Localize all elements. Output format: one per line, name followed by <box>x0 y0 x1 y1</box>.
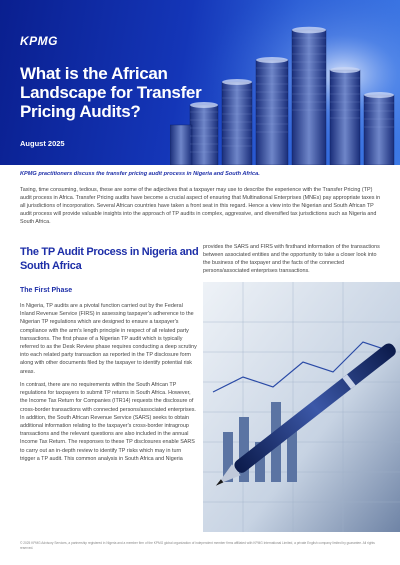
kpmg-logo: KPMG <box>20 34 58 48</box>
title-line-1: What is the African <box>20 64 168 83</box>
page-title <box>20 64 220 121</box>
intro-paragraph: Taxing, time consuming, tedious, these are some of the adjectives that a taxpayer may use to describe the experience with the Transfer Pricing (TP) audit process in Africa. Transfer Pricing audits have become a crucial aspect of ensuring that Multinational Enterprises (MNEs) pay appropriate taxes in all jurisdictions of incorporation. Several African countries have taken a front seat in this regard. Hence a view into the Nigerian and South African TP audit process will provide valuable insights into the approach of TP audits in complex, aggressive, and diversified tax jurisdictions such as Nigeria and South Africa. <box>20 187 381 226</box>
section-title-line-1: The TP Audit Process in Nigeria and <box>20 246 199 258</box>
right-column-paragraph: provides the SARS and FIRS with firsthand information of the transactions between associated entities and the opportunity to take a closer look into the business of the taxpayer and the facts of the connected persons/associated enterprises transactions. <box>203 244 380 275</box>
subheading-first-phase: The First Phase <box>20 287 73 294</box>
paragraph-south-africa: In contrast, there are no requirements within the South African TP regulations for taxpayers to submit TP returns in South Africa. However, the Income Tax Return for Companies (ITR14) requests the disclosure of cross-border transactions with connected persons/associated enterprises. In addition, the South African Revenue Service (SARS) seeks to obtain additional information relating to the taxpayer's cross-border intragroup transactions and the relevant questions are also included in the annual Income Tax Return. The responses to these TP disclosures enable SARS to carry out an in-depth review to identify TP risks which may in turn trigger a TP audit. This common analysis in South Africa and Nigeria <box>20 382 196 462</box>
footer-legal: © 2025 KPMG Advisory Services, a partnership registered in Nigeria and a member firm of the KPMG global organization of independent member firms affiliated with KPMG International Limited, a private English company limited by guarantee. All rights reserved. <box>20 541 375 550</box>
section-title-line-2: South Africa <box>20 259 82 272</box>
title-line-3: Pricing Audits? <box>20 102 141 121</box>
pen-on-documents-photo <box>203 282 400 532</box>
hero-banner <box>0 0 400 165</box>
paragraph-nigeria: In Nigeria, TP audits are a pivotal function carried out by the Federal Inland Revenue Service (FIRS) in assessing taxpayer's adherence to the Nigerian TP regulations which are designed to ensure a taxpayer's compliance with the arm's length principle in respect of all related party transactions. The first phase of a Nigerian TP audit which is typically referred to as the Desk Review phase requires conducting a deep scrutiny into each related party transaction as reported in the TP disclosure form along with other documents filed by the taxpayer to identify potential risk areas. <box>20 303 197 375</box>
title-line-2: Landscape for Transfer <box>20 83 202 102</box>
lede: KPMG practitioners discuss the transfer pricing audit process in Nigeria and South Africa. <box>20 171 260 177</box>
publication-date: August 2025 <box>20 139 65 148</box>
section-title <box>20 246 200 273</box>
